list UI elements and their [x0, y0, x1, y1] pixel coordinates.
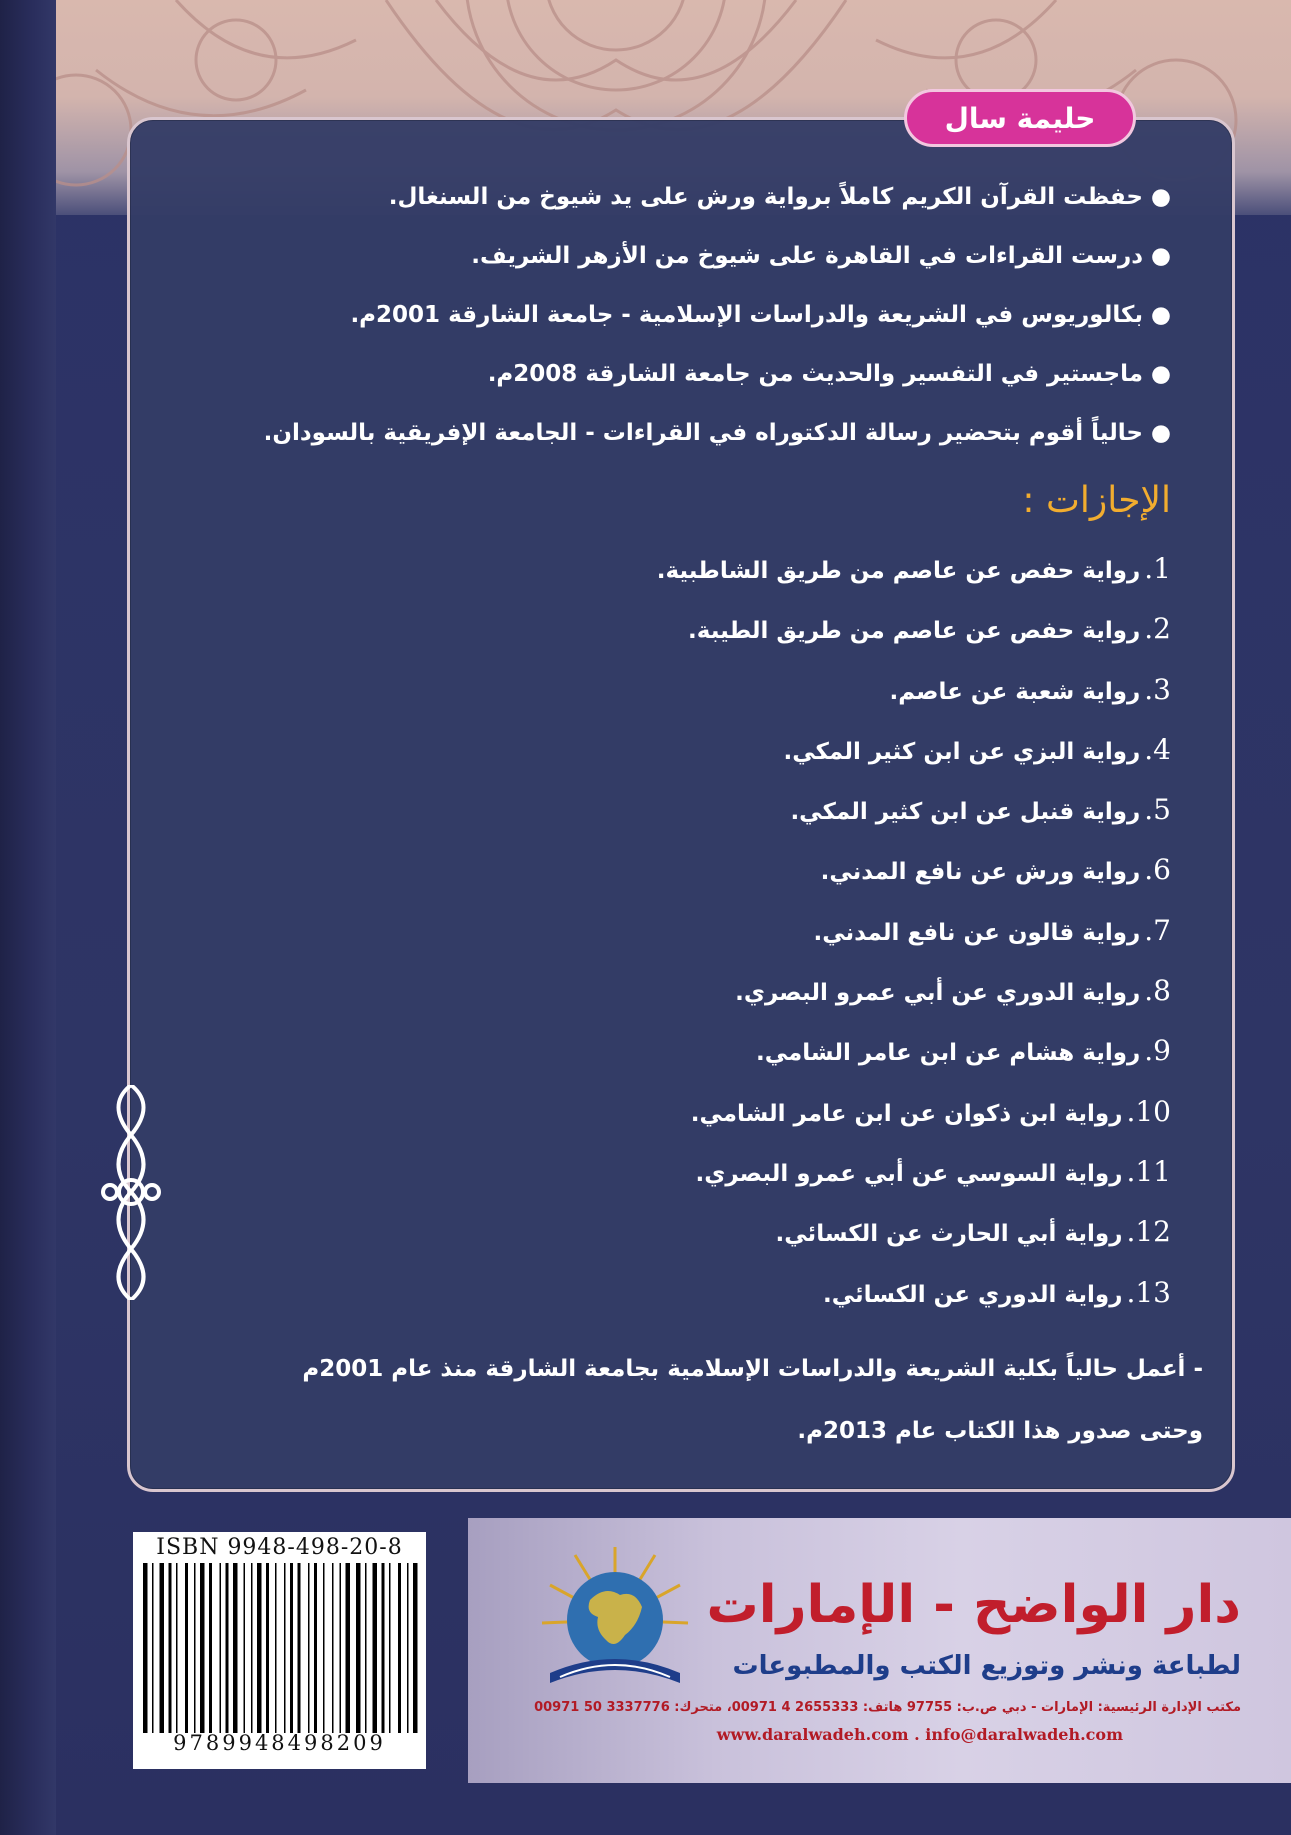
ijaza-item: 6.رواية ورش عن نافع المدني. [820, 853, 1171, 887]
ijaza-number: 4. [1144, 732, 1171, 766]
barcode-digits: 9789948498209 [173, 1731, 386, 1755]
ijaza-number: 7. [1144, 913, 1171, 947]
ijaza-number: 6. [1144, 853, 1171, 887]
note-line: وحتى صدور هذا الكتاب عام 2013م. [797, 1418, 1203, 1444]
ijaza-number: 11. [1126, 1154, 1171, 1188]
ijaza-item: 8.رواية الدوري عن أبي عمرو البصري. [735, 974, 1171, 1008]
bio-item: ●بكالوريوس في الشريعة والدراسات الإسلامية - جامعة الشارقة 2001م. [121, 295, 1171, 354]
ijaza-number: 8. [1144, 974, 1171, 1008]
ijaza-item: 5.رواية قنبل عن ابن كثير المكي. [790, 793, 1171, 827]
ijazat-list [371, 547, 1171, 1331]
bullet-icon: ● [1150, 184, 1171, 210]
ijaza-number: 3. [1144, 672, 1171, 706]
ijaza-item: 4.رواية البزي عن ابن كثير المكي. [783, 732, 1171, 766]
ijaza-item: 3.رواية شعبة عن عاصم. [889, 672, 1171, 706]
publisher-address: مكتب الإدارة الرئيسية: الإمارات - دبي ص.ب: 97755 هاتف: 2655333 4 00971، متحرك: 3337776 50 00971 [534, 1700, 1241, 1715]
ijazat-heading: الإجازات : [1022, 480, 1171, 521]
author-name-badge: حليمة سال [904, 89, 1136, 147]
ijaza-item: 12.رواية أبي الحارث عن الكسائي. [775, 1215, 1171, 1249]
bio-item: ●حالياً أقوم بتحضير رسالة الدكتوراه في القراءات - الجامعة الإفريقية بالسودان. [121, 413, 1171, 472]
ijaza-item: 1.رواية حفص عن عاصم من طريق الشاطبية. [656, 552, 1171, 585]
bullet-icon: ● [1150, 302, 1171, 328]
note-line: - أعمل حالياً بكلية الشريعة والدراسات الإسلامية بجامعة الشارقة منذ عام 2001م [302, 1356, 1203, 1382]
ijaza-item: 10.رواية ابن ذكوان عن ابن عامر الشامي. [690, 1094, 1171, 1128]
bio-list [121, 177, 1171, 472]
publisher-tagline: لطباعة ونشر وتوزيع الكتب والمطبوعات [732, 1651, 1241, 1681]
globe-book-logo-icon [540, 1545, 690, 1695]
bio-item: ●حفظت القرآن الكريم كاملاً برواية ورش على يد شيوخ من السنغال. [121, 177, 1171, 236]
ijaza-number: 9. [1144, 1034, 1171, 1068]
book-spine [0, 0, 56, 1835]
bio-item: ●ماجستير في التفسير والحديث من جامعة الشارقة 2008م. [121, 354, 1171, 413]
publisher-web: www.daralwadeh.com . info@daralwadeh.com [716, 1725, 1123, 1744]
bio-item: ●درست القراءات في القاهرة على شيوخ من الأزهر الشريف. [121, 236, 1171, 295]
ijaza-item: 7.رواية قالون عن نافع المدني. [813, 913, 1171, 947]
ijaza-item: 11.رواية السوسي عن أبي عمرو البصري. [695, 1154, 1171, 1188]
ijaza-number: 1. [1144, 552, 1171, 585]
bullet-icon: ● [1150, 361, 1171, 387]
ijaza-item: 13.رواية الدوري عن الكسائي. [823, 1275, 1171, 1309]
employment-note [153, 1338, 1203, 1462]
bullet-icon: ● [1150, 420, 1171, 446]
ijaza-item: 9.رواية هشام عن ابن عامر الشامي. [756, 1034, 1171, 1068]
ijaza-number: 2. [1144, 612, 1171, 646]
ijaza-item: 2.رواية حفص عن عاصم من طريق الطيبة. [688, 612, 1171, 646]
ijaza-number: 13. [1126, 1275, 1171, 1309]
bullet-icon: ● [1150, 243, 1171, 269]
scroll-ornament-icon [96, 1085, 166, 1300]
barcode-icon [139, 1563, 420, 1733]
ijaza-number: 5. [1144, 793, 1171, 827]
isbn-number: ISBN 9948-498-20-8 [156, 1535, 403, 1560]
publisher-name: دار الواضح - الإمارات [706, 1575, 1241, 1635]
isbn-barcode [133, 1532, 426, 1769]
ijaza-number: 12. [1126, 1215, 1171, 1249]
ijaza-number: 10. [1126, 1094, 1171, 1128]
